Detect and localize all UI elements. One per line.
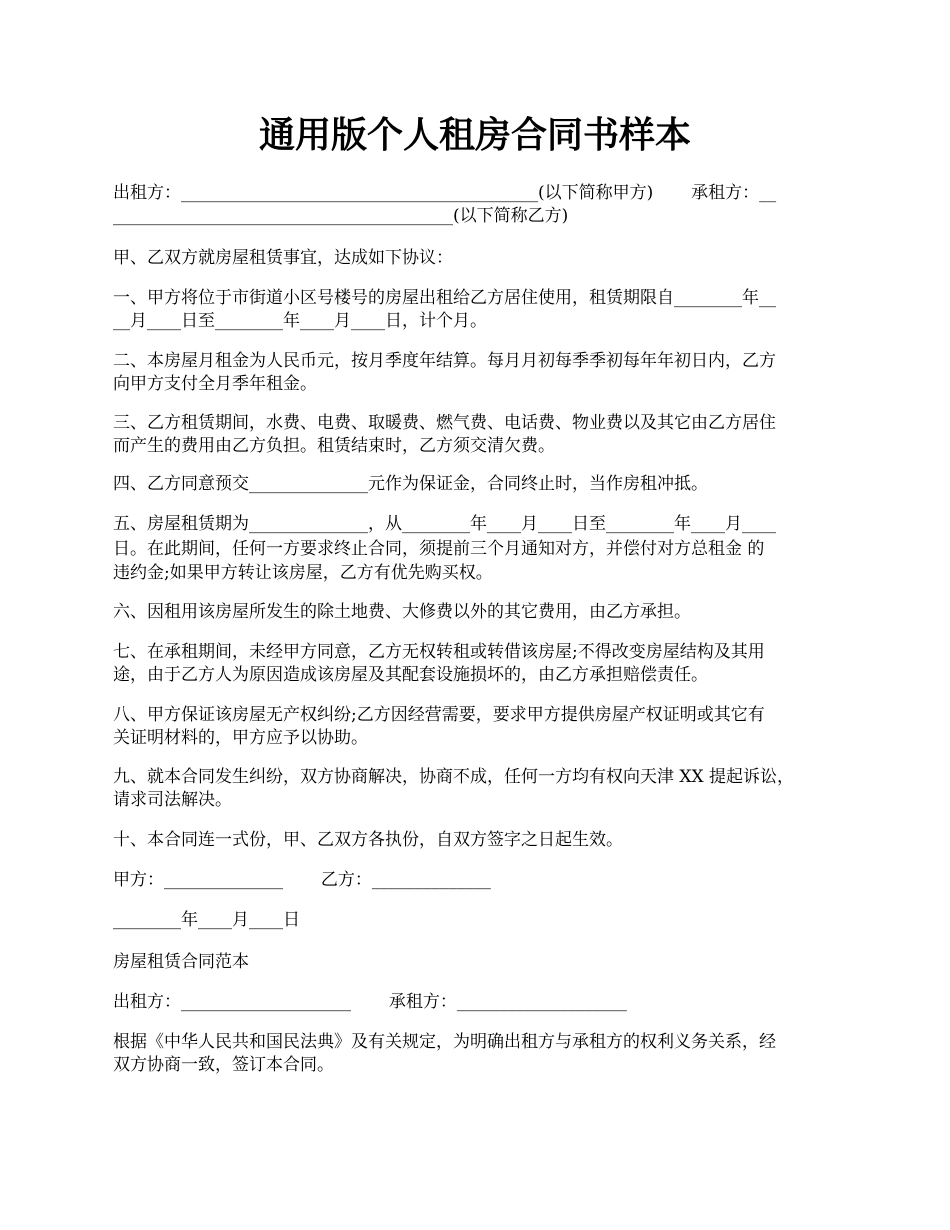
clause-2-line-1: 二、本房屋月租金为人民币元，按月季度年结算。每月月初每季季初每年年初日内，乙方 [113,351,776,371]
clause-5-line-3: 违约金;如果甲方转让该房屋，乙方有优先购买权。 [113,563,493,583]
parties-line: 出租方：____________________ 承租方：____________________ [113,992,627,1012]
lessee-line: ________________________________________(以下简称乙方) [113,206,569,226]
clause-3-line-2: 而产生的费用由乙方负担。租赁结束时，乙方须交清欠费。 [113,436,555,456]
clause-1-line-1: 一、甲方将位于市街道小区号楼号的房屋出租给乙方居住使用，租赁期限自________年__ [113,288,776,308]
clause-9-line-2: 请求司法解决。 [113,790,232,810]
clause-7-line-1: 七、在承租期间，未经甲方同意，乙方无权转租或转借该房屋;不得改变房屋结构及其用 [113,642,765,662]
clause-10-line: 十、本合同连一式份，甲、乙双方各执份，自双方签字之日起生效。 [113,830,623,850]
clause-8-line-1: 八、甲方保证该房屋无产权纠纷;乙方因经营需要，要求甲方提供房屋产权证明或其它有 [113,705,765,725]
preamble-line-1: 根据《中华人民共和国民法典》及有关规定，为明确出租方与承租方的权利义务关系，经 [113,1032,776,1052]
date-line: ________年____月____日 [113,910,300,930]
clause-4-line: 四、乙方同意预交______________元作为保证金，合同终止时，当作房租冲抵。 [113,474,708,494]
clause-8-line-2: 关证明材料的，甲方应予以协助。 [113,728,368,748]
clause-5-line-1: 五、房屋租赁期为______________，从________年____月____日至________年____月____ [113,514,776,534]
intro-line: 甲、乙双方就房屋租赁事宜，达成如下协议： [113,248,453,268]
document-title: 通用版个人租房合同书样本 [258,115,691,156]
clause-1-line-2: __月____日至________年____月____日，计个月。 [113,311,487,331]
clause-6-line: 六、因租用该房屋所发生的除土地费、大修费以外的其它费用，由乙方承担。 [113,602,691,622]
clause-7-line-2: 途，由于乙方人为原因造成该房屋及其配套设施损坏的，由乙方承担赔偿责任。 [113,665,708,685]
clause-2-line-2: 向甲方支付全月季年租金。 [113,374,317,394]
template-heading: 房屋租赁合同范本 [113,952,249,972]
signature-line: 甲方：______________ 乙方：______________ [113,870,491,890]
clause-9-line-1: 九、就本合同发生纠纷，双方协商解决，协商不成，任何一方均有权向天津 XX 提起诉讼， [113,767,795,787]
clause-3-line-1: 三、乙方租赁期间，水费、电费、取暖费、燃气费、电话费、物业费以及其它由乙方居住 [113,413,776,433]
lessor-line: 出租方：__________________________________________(以下简称甲方) 承租方：__ [113,183,777,203]
preamble-line-2: 双方协商一致，签订本合同。 [113,1055,334,1075]
clause-5-line-2: 日。在此期间，任何一方要求终止合同，须提前三个月通知对方，并偿付对方总租金 的 [113,539,765,559]
